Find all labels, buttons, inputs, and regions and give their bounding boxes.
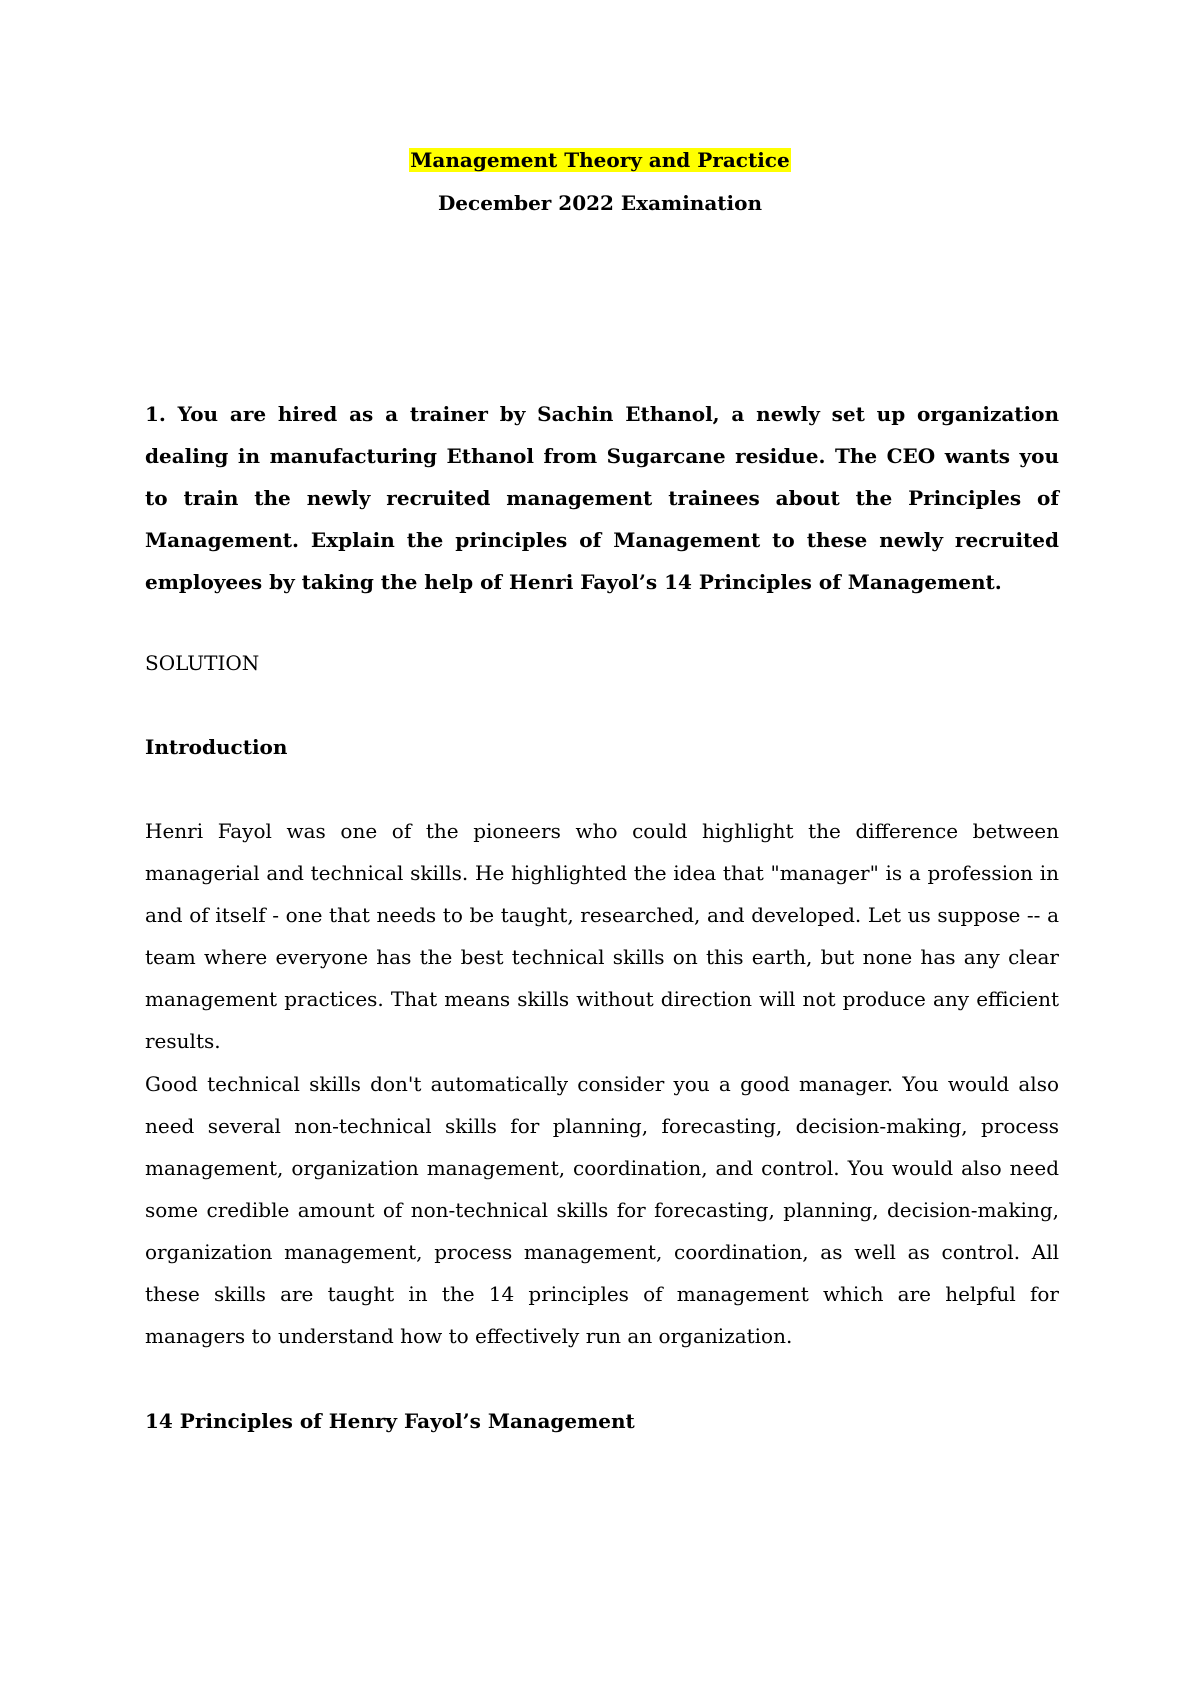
solution-label: SOLUTION — [145, 651, 260, 675]
paragraph-1: Henri Fayol was one of the pioneers who could highlight the difference between managerial and technical skills. He highlighted the idea that "manager" is a profession in and of itself - one that needs to be taught, researched, and developed. Let us suppose -- a team where everyone has the best technical skills on this earth, but none has any clear management practices. That means skills without direction will not produce any efficient results. — [145, 819, 1059, 1053]
introduction-heading: Introduction — [145, 735, 288, 759]
document-subtitle: December 2022 Examination — [437, 191, 763, 215]
paragraph-2: Good technical skills don't automatically consider you a good manager. You would also need several non-technical skills for planning, forecasting, decision-making, process management, organization management, coordination, and control. You would also need some credible amount of non-technical skills for forecasting, planning, decision-making, organization management, process management, coordination, as well as control. All these skills are taught in the 14 principles of management which are helpful for managers to understand how to effectively run an organization. — [145, 1072, 1059, 1348]
question-text: 1. You are hired as a trainer by Sachin Ethanol, a newly set up organization dealing in manufacturing Ethanol from Sugarcane residue. The CEO wants you to train the newly recruited management trainees about the Principles of Management. Explain the principles of Management to these newly recruited employees by taking the help of Henri Fayol’s 14 Principles of Management. — [145, 402, 1059, 594]
principles-heading: 14 Principles of Henry Fayol’s Management — [145, 1409, 635, 1433]
document-title — [0, 145, 1200, 175]
document-title-text: Management Theory and Practice — [410, 148, 790, 172]
